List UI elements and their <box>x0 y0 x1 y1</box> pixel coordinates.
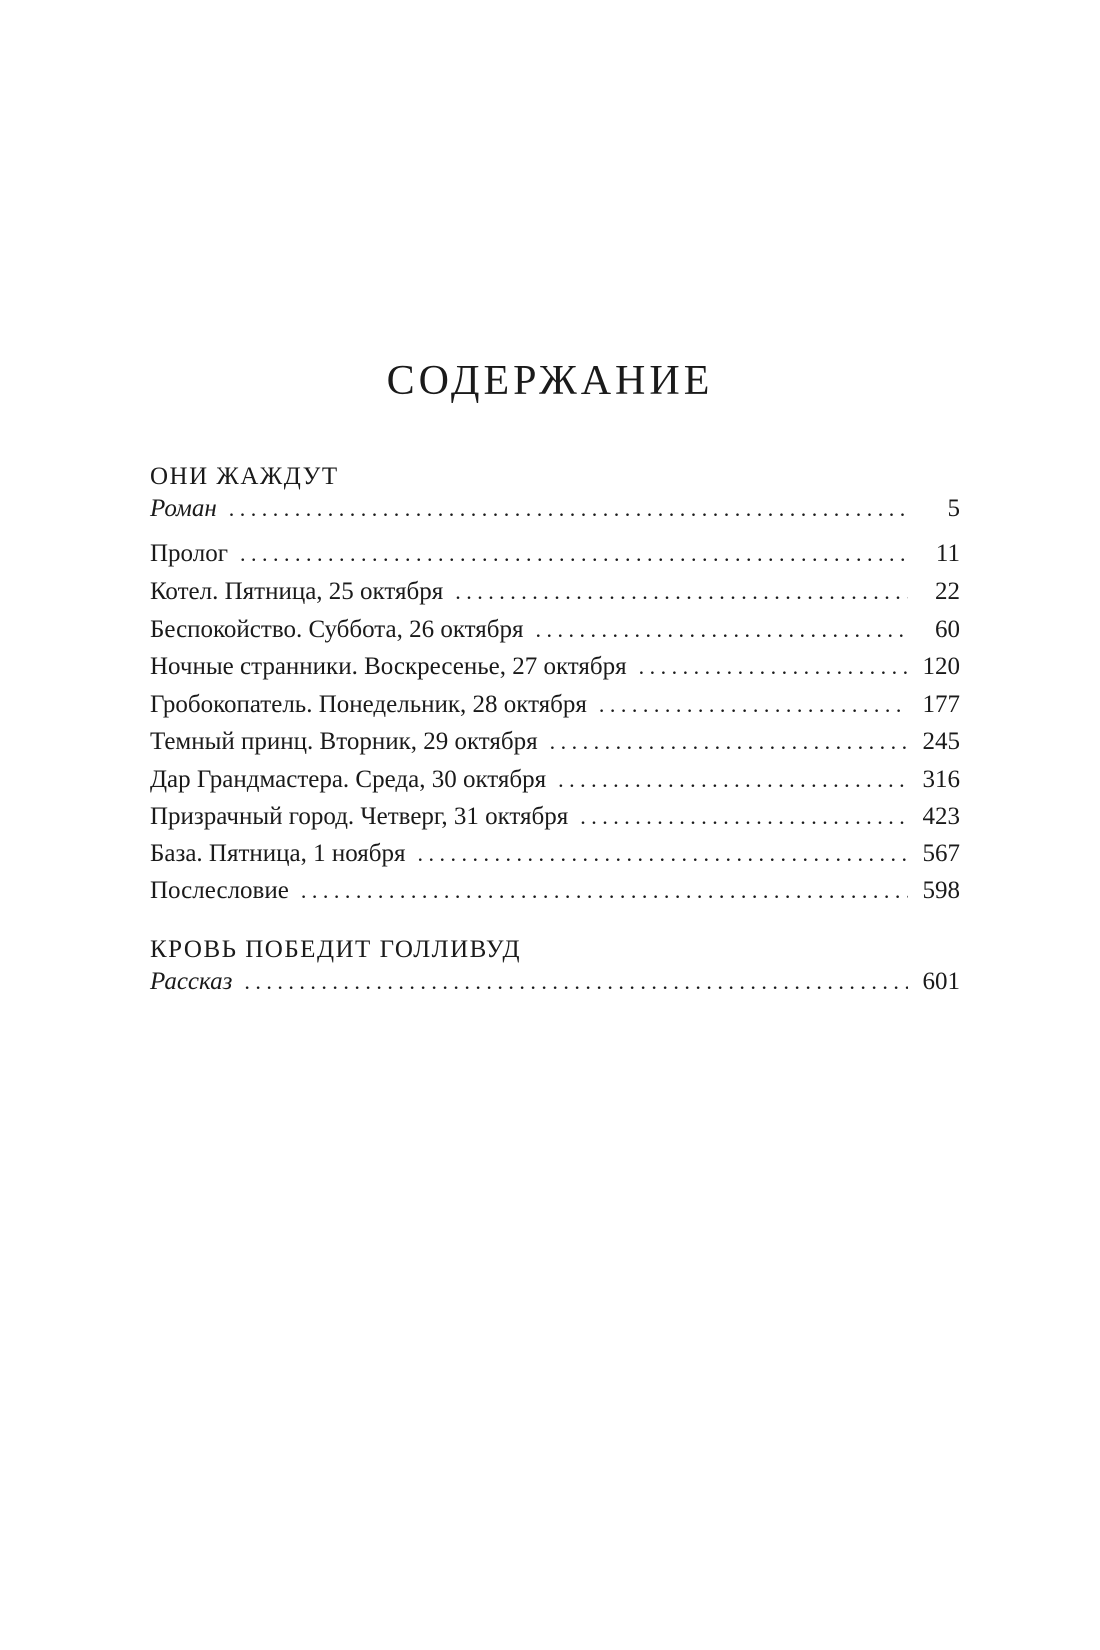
page-number: 316 <box>922 766 960 793</box>
dot-leader <box>229 493 908 525</box>
dot-leader <box>599 689 908 721</box>
entry-label: База. Пятница, 1 ноября <box>150 840 406 867</box>
page-title: СОДЕРЖАНИЕ <box>386 358 714 404</box>
page-number: 60 <box>935 616 960 643</box>
toc-row-part-1-subtitle[interactable] <box>150 493 960 525</box>
dot-leader <box>301 875 908 907</box>
toc-row[interactable] <box>150 838 960 870</box>
toc-row[interactable] <box>150 801 960 833</box>
dot-leader <box>244 966 908 998</box>
page-number: 177 <box>922 691 960 718</box>
entry-label: Дар Грандмастера. Среда, 30 октября <box>150 766 547 793</box>
dot-leader <box>580 801 908 833</box>
dot-leader <box>455 576 908 608</box>
page-number: 245 <box>922 728 960 755</box>
dot-leader <box>639 651 908 683</box>
toc-row[interactable] <box>150 538 960 570</box>
toc-row-part-2-subtitle[interactable] <box>150 966 960 998</box>
page-number: 22 <box>935 578 960 605</box>
toc-row[interactable] <box>150 576 960 608</box>
part-heading-1: ОНИ ЖАЖДУТ <box>150 463 339 490</box>
dot-leader <box>240 538 908 570</box>
entry-label: Котел. Пятница, 25 октября <box>150 578 444 605</box>
page-number: 11 <box>935 540 960 567</box>
entry-label: Послесловие <box>150 877 289 904</box>
entry-label: Роман <box>150 495 217 522</box>
dot-leader <box>558 764 908 796</box>
page-number: 5 <box>947 495 960 522</box>
page-number: 423 <box>922 803 960 830</box>
entry-label: Беспокойство. Суббота, 26 октября <box>150 616 524 643</box>
page-number: 120 <box>922 653 960 680</box>
page-number: 598 <box>922 877 960 904</box>
entry-label: Темный принц. Вторник, 29 октября <box>150 728 538 755</box>
part-heading-2: КРОВЬ ПОБЕДИТ ГОЛЛИВУД <box>150 936 522 963</box>
page-number: 567 <box>922 840 960 867</box>
entry-label: Призрачный город. Четверг, 31 октября <box>150 803 569 830</box>
page-number: 601 <box>922 968 960 995</box>
toc-row[interactable] <box>150 614 960 646</box>
entry-label: Рассказ <box>150 968 233 995</box>
toc-row[interactable] <box>150 875 960 907</box>
toc-row[interactable] <box>150 689 960 721</box>
toc-row[interactable] <box>150 726 960 758</box>
dot-leader <box>536 614 909 646</box>
toc-row[interactable] <box>150 651 960 683</box>
dot-leader <box>550 726 908 758</box>
dot-leader <box>418 838 908 870</box>
toc-row[interactable] <box>150 764 960 796</box>
entry-label: Ночные странники. Воскресенье, 27 октября <box>150 653 627 680</box>
entry-label: Пролог <box>150 540 228 567</box>
entry-label: Гробокопатель. Понедельник, 28 октября <box>150 691 587 718</box>
